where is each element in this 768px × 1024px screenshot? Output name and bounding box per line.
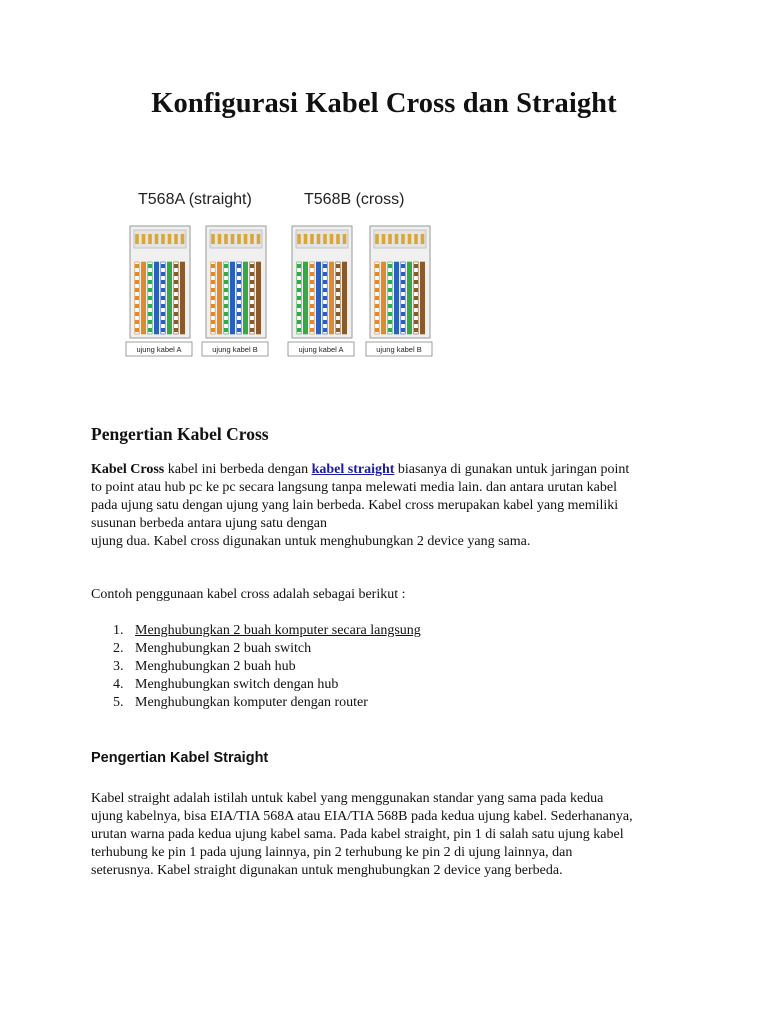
wire-stripe <box>250 320 254 324</box>
wire-stripe <box>414 280 418 284</box>
wire-stripe <box>323 288 327 292</box>
connector-wire <box>342 262 346 334</box>
straight-paragraph <box>91 790 691 880</box>
list-text: Menghubungkan switch dengan hub <box>135 677 339 692</box>
wire-stripe <box>224 288 228 292</box>
wire-stripe <box>323 320 327 324</box>
connector-pin <box>323 234 327 244</box>
wire-stripe <box>237 304 241 308</box>
connector-pin <box>382 234 386 244</box>
wire-stripe <box>211 280 215 284</box>
wire-stripe <box>297 296 301 300</box>
wire-stripe <box>323 280 327 284</box>
connector-pin <box>395 234 399 244</box>
wire-stripe <box>211 304 215 308</box>
list-text: Menghubungkan 2 buah switch <box>135 641 312 656</box>
wire-stripe <box>174 312 178 316</box>
wire-stripe <box>135 288 139 292</box>
wire-stripe <box>414 312 418 316</box>
connector-pin <box>244 234 248 244</box>
wire-stripe <box>174 296 178 300</box>
wire-stripe <box>297 288 301 292</box>
page-title: Konfigurasi Kabel Cross dan Straight <box>151 88 617 119</box>
term-kabel-cross: Kabel Cross <box>91 462 165 477</box>
connector-pin <box>174 234 178 244</box>
wire-stripe <box>250 288 254 292</box>
wire-stripe <box>148 312 152 316</box>
wire-stripe <box>211 320 215 324</box>
connector-pin <box>161 234 165 244</box>
wire-stripe <box>161 312 165 316</box>
wire-stripe <box>388 320 392 324</box>
connector-caption: ujung kabel A <box>298 345 344 354</box>
wire-stripe <box>323 304 327 308</box>
wire-stripe <box>211 296 215 300</box>
cross-text-1: kabel ini berbeda dengan <box>164 462 312 477</box>
wire-stripe <box>401 304 405 308</box>
example-intro: Contoh penggunaan kabel cross adalah sebagai berikut : <box>91 587 406 602</box>
wire-stripe <box>148 320 152 324</box>
wire-stripe <box>161 296 165 300</box>
list-number: 2. <box>113 641 124 656</box>
connector-pin <box>181 234 185 244</box>
wire-stripe <box>401 312 405 316</box>
wire-stripe <box>174 320 178 324</box>
wire-stripe <box>211 312 215 316</box>
wire-stripe <box>375 304 379 308</box>
wire-stripe <box>336 320 340 324</box>
wire-stripe <box>224 264 228 268</box>
connector-pin <box>310 234 314 244</box>
connector-pin <box>231 234 235 244</box>
connector-pin <box>414 234 418 244</box>
connector-wire <box>230 262 234 334</box>
wire-stripe <box>310 272 314 276</box>
wire-stripe <box>297 264 301 268</box>
connector-pin <box>250 234 254 244</box>
wire-stripe <box>161 320 165 324</box>
list-number: 3. <box>113 659 124 674</box>
wire-stripe <box>310 312 314 316</box>
wire-stripe <box>135 272 139 276</box>
wire-stripe <box>414 296 418 300</box>
connector-pin <box>336 234 340 244</box>
wire-stripe <box>388 264 392 268</box>
wire-stripe <box>237 264 241 268</box>
connector-pin <box>257 234 261 244</box>
wire-stripe <box>414 304 418 308</box>
connector-pin <box>401 234 405 244</box>
connector-pin <box>297 234 301 244</box>
wire-stripe <box>161 264 165 268</box>
cross-line: susunan berbeda antara ujung satu dengan <box>91 516 327 531</box>
wire-stripe <box>161 272 165 276</box>
connector-wire <box>394 262 398 334</box>
wire-stripe <box>161 328 165 332</box>
wire-stripe <box>224 320 228 324</box>
wire-stripe <box>375 328 379 332</box>
wire-stripe <box>414 288 418 292</box>
wire-stripe <box>414 272 418 276</box>
wire-stripe <box>297 320 301 324</box>
wire-stripe <box>174 304 178 308</box>
connector-pin <box>317 234 321 244</box>
wire-stripe <box>401 272 405 276</box>
wire-stripe <box>336 288 340 292</box>
wire-stripe <box>135 304 139 308</box>
list-number: 4. <box>113 677 124 692</box>
wire-stripe <box>336 304 340 308</box>
wire-stripe <box>148 296 152 300</box>
wire-stripe <box>174 272 178 276</box>
connector-wire <box>243 262 247 334</box>
wire-stripe <box>211 288 215 292</box>
connector-pin <box>304 234 308 244</box>
connector-pin <box>218 234 222 244</box>
wire-stripe <box>148 328 152 332</box>
connector-pin <box>237 234 241 244</box>
wire-stripe <box>388 272 392 276</box>
wire-stripe <box>310 328 314 332</box>
wire-stripe <box>224 312 228 316</box>
wire-stripe <box>297 272 301 276</box>
wire-stripe <box>148 272 152 276</box>
wire-stripe <box>250 272 254 276</box>
connector-caption: ujung kabel A <box>136 345 182 354</box>
wire-stripe <box>237 288 241 292</box>
connector-caption: ujung kabel B <box>212 345 258 354</box>
wire-stripe <box>336 280 340 284</box>
connector-wire <box>407 262 411 334</box>
wire-stripe <box>174 280 178 284</box>
connector-pin <box>388 234 392 244</box>
cross-line: to point atau hub pc ke pc secara langsung tanpa melewati media lain. dan antara urutan kabel <box>91 480 617 495</box>
wire-stripe <box>310 320 314 324</box>
list-text: Menghubungkan 2 buah hub <box>135 659 296 674</box>
wire-stripe <box>135 312 139 316</box>
wire-stripe <box>375 288 379 292</box>
wire-stripe <box>135 296 139 300</box>
wire-stripe <box>336 296 340 300</box>
list-text: Menghubungkan komputer dengan router <box>135 695 368 710</box>
wire-stripe <box>401 296 405 300</box>
connector-pin <box>135 234 139 244</box>
rj45-connector <box>126 226 192 356</box>
connector-pin <box>142 234 146 244</box>
wire-stripe <box>401 280 405 284</box>
connector-pin <box>421 234 425 244</box>
wire-stripe <box>224 296 228 300</box>
wire-stripe <box>388 296 392 300</box>
wire-stripe <box>135 328 139 332</box>
connector-pin <box>155 234 159 244</box>
wire-stripe <box>250 296 254 300</box>
wire-stripe <box>148 280 152 284</box>
wire-stripe <box>148 264 152 268</box>
cable-diagram <box>118 182 448 367</box>
connector-pin <box>375 234 379 244</box>
connector-wire <box>167 262 171 334</box>
wire-stripe <box>414 264 418 268</box>
wire-stripe <box>174 264 178 268</box>
list-text: Menghubungkan 2 buah komputer secara langsung <box>135 623 421 638</box>
wire-stripe <box>401 320 405 324</box>
cross-line: pada ujung satu dengan ujung yang lain berbeda. Kabel cross merupakan kabel yang memiliki <box>91 498 619 513</box>
wire-stripe <box>310 296 314 300</box>
wire-stripe <box>388 328 392 332</box>
connector-wire <box>329 262 333 334</box>
wire-stripe <box>388 312 392 316</box>
wire-stripe <box>336 272 340 276</box>
list-item <box>91 640 421 658</box>
wire-stripe <box>336 264 340 268</box>
wire-stripe <box>135 280 139 284</box>
wire-stripe <box>161 280 165 284</box>
connector-pin <box>343 234 347 244</box>
wire-stripe <box>250 280 254 284</box>
straight-line: Kabel straight adalah istilah untuk kabel yang menggunakan standar yang sama pada kedua <box>91 791 604 806</box>
wire-stripe <box>375 264 379 268</box>
wire-stripe <box>310 264 314 268</box>
wire-stripe <box>297 328 301 332</box>
wire-stripe <box>336 328 340 332</box>
wire-stripe <box>237 320 241 324</box>
wire-stripe <box>375 280 379 284</box>
wire-stripe <box>224 304 228 308</box>
heading-kabel-straight: Pengertian Kabel Straight <box>91 750 269 766</box>
wire-stripe <box>310 288 314 292</box>
connector-wire <box>420 262 424 334</box>
connector-wire <box>141 262 145 334</box>
wire-stripe <box>174 328 178 332</box>
connector-wire <box>256 262 260 334</box>
connector-wire <box>381 262 385 334</box>
rj45-connector <box>366 226 432 356</box>
wire-stripe <box>237 296 241 300</box>
connector-pin <box>148 234 152 244</box>
list-item <box>91 622 421 640</box>
wire-stripe <box>323 312 327 316</box>
connector-pin <box>211 234 215 244</box>
wire-stripe <box>161 304 165 308</box>
wire-stripe <box>211 264 215 268</box>
connector-wire <box>217 262 221 334</box>
wire-stripe <box>135 264 139 268</box>
wire-stripe <box>237 328 241 332</box>
wire-stripe <box>250 312 254 316</box>
wire-stripe <box>375 312 379 316</box>
straight-line: terhubung ke pin 1 pada ujung lainnya, pin 2 terhubung ke pin 2 di ujung lainnya, dan <box>91 845 573 860</box>
connector-pin <box>224 234 228 244</box>
wire-stripe <box>297 280 301 284</box>
connector-wire <box>154 262 158 334</box>
wire-stripe <box>135 320 139 324</box>
wire-stripe <box>388 288 392 292</box>
kabel-straight-link[interactable]: kabel straight <box>311 462 395 477</box>
wire-stripe <box>250 264 254 268</box>
wire-stripe <box>323 264 327 268</box>
cross-text-2: biasanya di gunakan untuk jaringan point <box>394 462 630 477</box>
label-t568b: T568B (cross) <box>304 191 405 208</box>
wire-stripe <box>414 328 418 332</box>
rj45-connector <box>288 226 354 356</box>
wire-stripe <box>161 288 165 292</box>
wire-stripe <box>375 296 379 300</box>
connector-caption: ujung kabel B <box>376 345 422 354</box>
wire-stripe <box>224 280 228 284</box>
wire-stripe <box>310 280 314 284</box>
wire-stripe <box>323 328 327 332</box>
wire-stripe <box>310 304 314 308</box>
wire-stripe <box>250 328 254 332</box>
wire-stripe <box>224 328 228 332</box>
connector-pin <box>330 234 334 244</box>
wire-stripe <box>250 304 254 308</box>
wire-stripe <box>375 272 379 276</box>
connector-pin <box>408 234 412 244</box>
connector-wire <box>180 262 184 334</box>
wire-stripe <box>148 304 152 308</box>
wire-stripe <box>401 264 405 268</box>
connector-wire <box>316 262 320 334</box>
wire-stripe <box>148 288 152 292</box>
examples-list <box>91 622 421 712</box>
wire-stripe <box>336 312 340 316</box>
wire-stripe <box>388 304 392 308</box>
connector-pin <box>168 234 172 244</box>
wire-stripe <box>237 312 241 316</box>
list-item <box>91 694 421 712</box>
list-item <box>91 658 421 676</box>
straight-line: ujung kabelnya, bisa EIA/TIA 568A atau EIA/TIA 568B pada kedua ujung kabel. Sederhananya, <box>91 809 633 824</box>
wire-stripe <box>297 304 301 308</box>
straight-line: seterusnya. Kabel straight digunakan untuk menghubungkan 2 device yang berbeda. <box>91 863 563 878</box>
wire-stripe <box>401 288 405 292</box>
list-number: 5. <box>113 695 124 710</box>
wire-stripe <box>323 272 327 276</box>
wire-stripe <box>414 320 418 324</box>
wire-stripe <box>211 328 215 332</box>
wire-stripe <box>401 328 405 332</box>
wire-stripe <box>211 272 215 276</box>
wire-stripe <box>375 320 379 324</box>
wire-stripe <box>237 280 241 284</box>
cross-line: ujung dua. Kabel cross digunakan untuk menghubungkan 2 device yang sama. <box>91 534 531 549</box>
list-item <box>91 676 421 694</box>
wire-stripe <box>237 272 241 276</box>
wire-stripe <box>323 296 327 300</box>
wire-stripe <box>224 272 228 276</box>
cross-paragraph <box>91 461 691 551</box>
connector-wire <box>303 262 307 334</box>
straight-line: urutan warna pada kedua ujung kabel sama. Pada kabel straight, pin 1 di salah satu ujung kabel <box>91 827 624 842</box>
wire-stripe <box>297 312 301 316</box>
wire-stripe <box>388 280 392 284</box>
cable-diagram-svg <box>118 182 448 367</box>
wire-stripe <box>174 288 178 292</box>
rj45-connector <box>202 226 268 356</box>
list-number: 1. <box>113 623 124 638</box>
label-t568a: T568A (straight) <box>138 191 252 208</box>
heading-kabel-cross: Pengertian Kabel Cross <box>91 424 269 444</box>
